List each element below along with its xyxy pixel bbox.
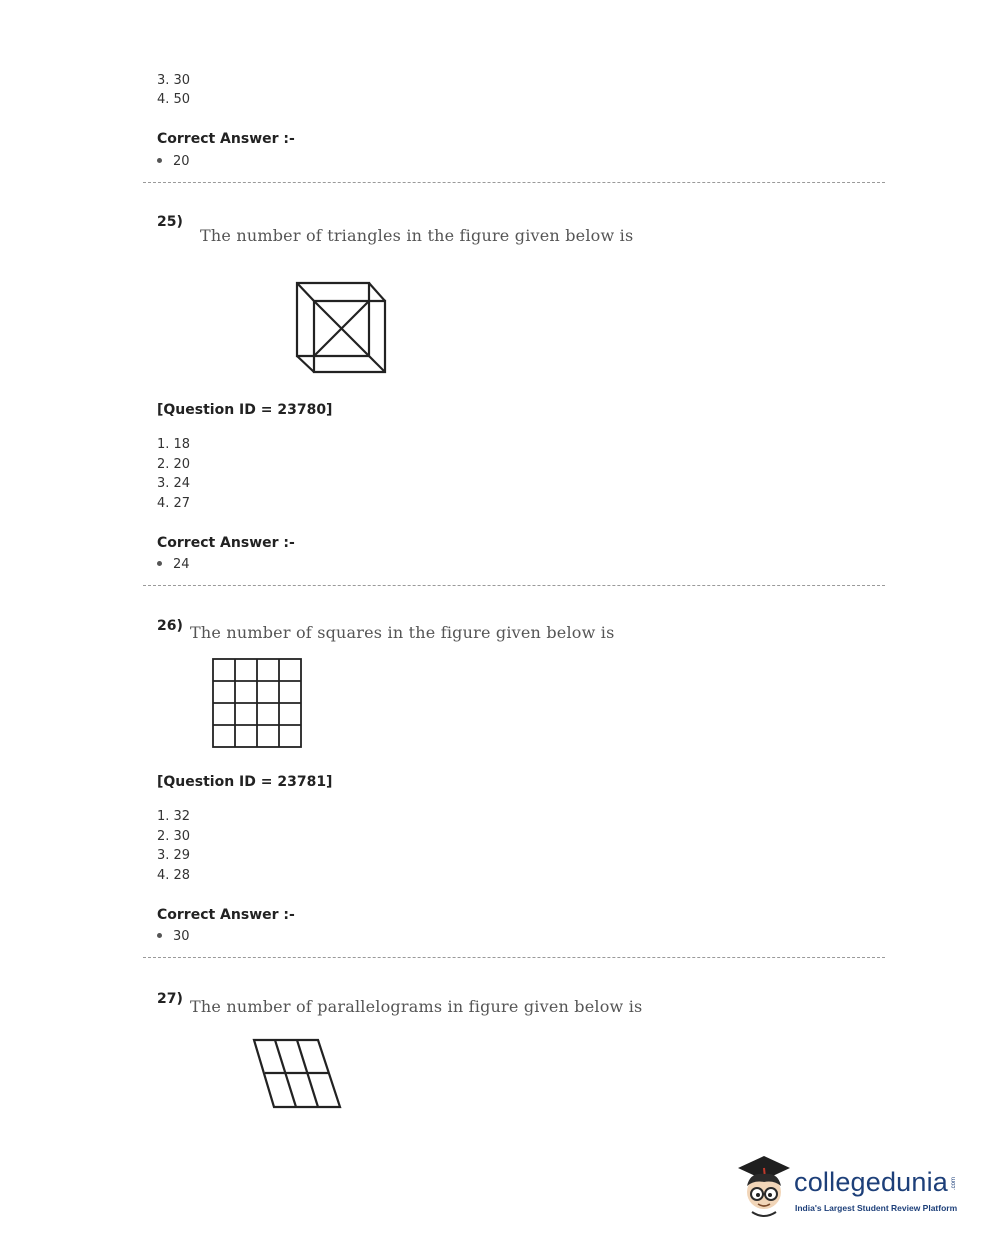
question-id: [Question ID = 23781] (157, 774, 333, 790)
option-4: 4. 27 (157, 496, 191, 511)
parallelograms-figure (248, 1036, 346, 1112)
correct-answer-label: Correct Answer :- (157, 131, 295, 147)
option-1: 1. 18 (157, 437, 191, 452)
brand-domain: .com (951, 1177, 957, 1191)
option-1: 1. 32 (157, 809, 191, 824)
option-3: 3. 29 (157, 848, 191, 863)
squares-grid-figure (210, 656, 306, 752)
question-text: The number of parallelograms in figure given below is (190, 997, 643, 1016)
correct-answer-value: 20 (157, 154, 190, 169)
brand-name: collegedunia (794, 1167, 949, 1197)
option-2: 2. 20 (157, 457, 191, 472)
correct-answer-label: Correct Answer :- (157, 907, 295, 923)
correct-answer-value: 30 (157, 929, 190, 944)
brand-tagline: India's Largest Student Review Platform (795, 1203, 958, 1213)
question-separator (143, 182, 885, 183)
cube-edge (297, 283, 314, 301)
question-id: [Question ID = 23780] (157, 402, 333, 418)
bullet-icon (157, 561, 162, 566)
question-number: 25) (157, 214, 183, 230)
question-number: 27) (157, 991, 183, 1007)
option-3: 3. 24 (157, 476, 191, 491)
question-text: The number of squares in the figure given below is (190, 623, 615, 642)
option-4: 4. 50 (157, 92, 191, 107)
question-number: 26) (157, 618, 183, 634)
cube-edge (297, 356, 314, 372)
option-3: 3. 30 (157, 73, 191, 88)
question-separator (143, 957, 885, 958)
triangles-cube-figure (290, 276, 392, 376)
mascot-icon (734, 1152, 794, 1222)
option-2: 2. 30 (157, 829, 191, 844)
correct-answer-value: 24 (157, 557, 190, 572)
bullet-icon (157, 158, 162, 163)
cube-edge (369, 283, 385, 301)
option-4: 4. 28 (157, 868, 191, 883)
correct-answer-label: Correct Answer :- (157, 535, 295, 551)
bullet-icon (157, 933, 162, 938)
question-text: The number of triangles in the figure given below is (200, 226, 634, 245)
cube-edge (369, 356, 385, 372)
question-separator (143, 585, 885, 586)
